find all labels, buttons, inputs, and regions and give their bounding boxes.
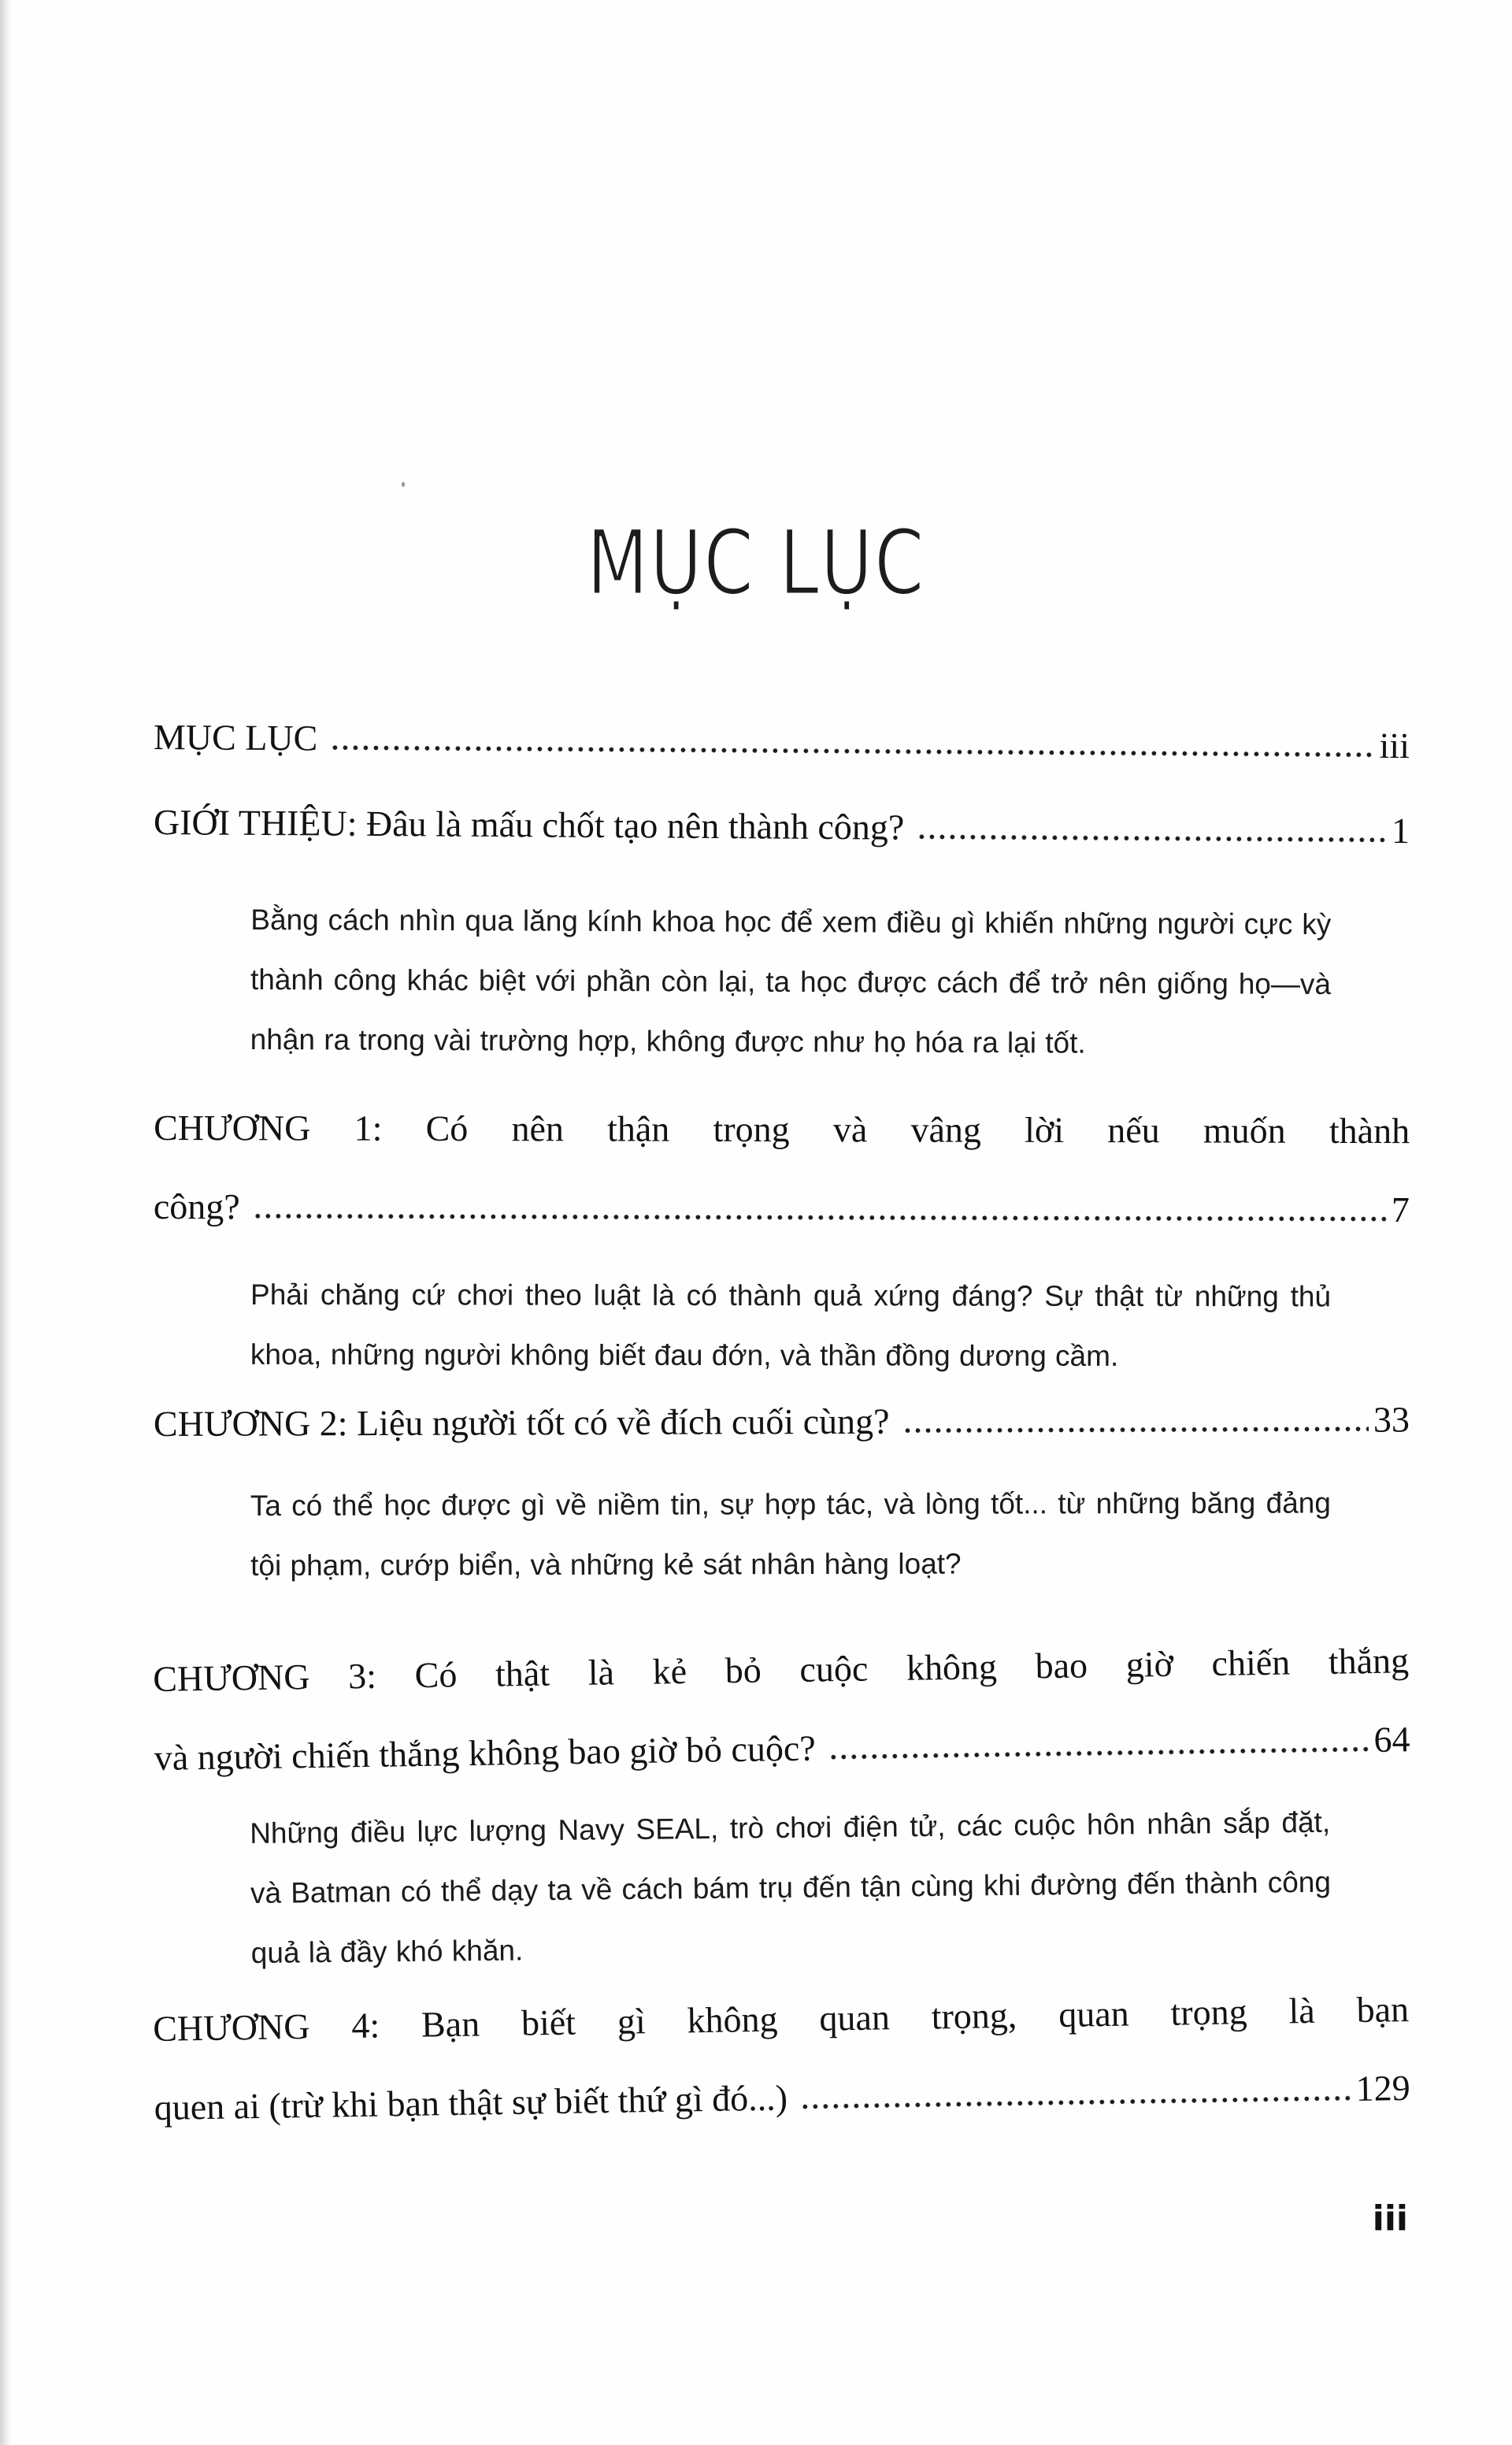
page-title: MỤC LỤC [586, 510, 926, 615]
toc-entry-chuong-3 [153, 1621, 1411, 1798]
toc-entry-page-number: 33 [1373, 1399, 1410, 1440]
toc-entry-muc-luc [154, 698, 1410, 785]
dot-leader [902, 1426, 1369, 1434]
toc-entry-description: Những điều lực lượng Navy SEAL, trò chơi điện tử, các cuộc hôn nhân sắp đặt, và Batman có thể dạy ta về cách bám trụ đến tận cùng khi đường đến thành công quả là đầy khó khăn. [249, 1805, 1332, 1969]
toc-entry-page-number: 64 [1373, 1719, 1410, 1760]
toc-entry-page-number: iii [1379, 725, 1410, 766]
dot-leader [800, 2094, 1351, 2109]
toc-entry-label: công? [153, 1186, 240, 1227]
toc-row [154, 1380, 1410, 1464]
dot-leader [917, 833, 1387, 843]
toc-entry-page-number: 1 [1391, 810, 1410, 851]
toc-entry-page-number: 7 [1391, 1189, 1410, 1230]
toc-row [154, 698, 1410, 785]
toc-entry-description: Ta có thể học được gì về niềm tin, sự hợp tác, và lòng tốt... từ những băng đảng tội phạm, cướp biển, và những kẻ sát nhân hàng loạt? [250, 1486, 1331, 1582]
toc-entry-label: CHƯƠNG 4: Bạn biết gì không quan trọng, quan trọng là bạn [152, 1988, 1410, 2050]
toc-entry-page-number: 129 [1355, 2067, 1410, 2109]
toc-content [154, 622, 1410, 2247]
toc-entry-description: Bằng cách nhìn qua lăng kính khoa học để xem điều gì khiến những người cực kỳ thành công khác biệt với phần còn lại, ta học được cách để trở nên giống họ—và nhận ra trong vài trường hợp, không được như họ hóa ra lại tốt. [250, 903, 1332, 1059]
toc-entry-label: MỤC LỤC [153, 717, 318, 759]
scan-edge-shadow [0, 0, 13, 2445]
toc-entry-chuong-1 [154, 1089, 1410, 1249]
dot-leader [828, 1746, 1369, 1760]
page-number: iii [1372, 2198, 1408, 2239]
toc-entry-chuong-2 [154, 1380, 1410, 1464]
toc-entry-chuong-4 [152, 1970, 1410, 2147]
toc-entry-label: quen ai (trừ khi bạn thật sự biết thứ gì đó...) [154, 2077, 788, 2128]
toc-entry-label: và người chiến thắng không bao giờ bỏ cuộc? [154, 1727, 817, 1778]
toc-entry-label: CHƯƠNG 3: Có thật là kẻ bỏ cuộc không bao giờ chiến thắng [152, 1640, 1410, 1700]
toc-entry-label: CHƯƠNG 2: Liệu người tốt có về đích cuối cùng? [153, 1401, 890, 1444]
toc-entry-label: GIỚI THIỆU: Đâu là mấu chốt tạo nên thành công? [153, 802, 905, 848]
dot-leader [253, 1212, 1387, 1222]
toc-row [154, 1167, 1410, 1249]
toc-entry-label: CHƯƠNG 1: Có nên thận trọng và vâng lời nếu muốn thành [154, 1107, 1410, 1152]
toc-row [154, 783, 1410, 870]
toc-entry-gioi-thieu [154, 783, 1410, 870]
dot-leader [330, 744, 1374, 758]
toc-entry-description: Phải chăng cứ chơi theo luật là có thành quả xứng đáng? Sự thật từ những thủ khoa, những người không biết đau đớn, và thần đồng dương cầm. [250, 1278, 1332, 1372]
